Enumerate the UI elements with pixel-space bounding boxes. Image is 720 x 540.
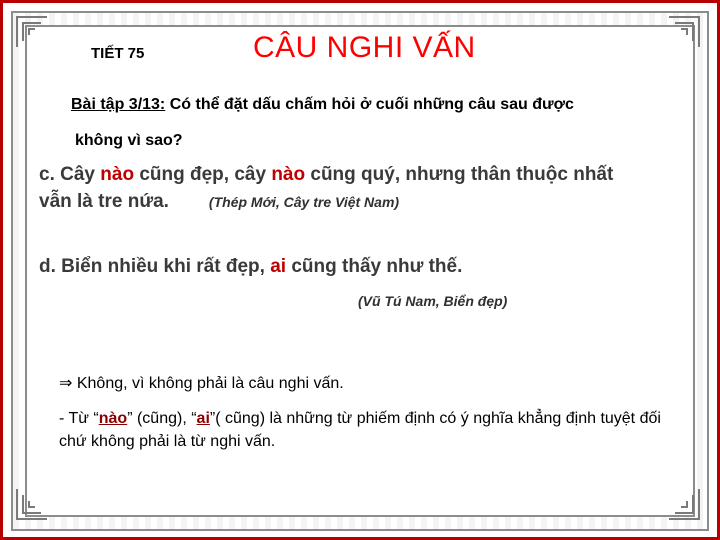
explanation-text: ”( cũng) là những từ phiếm định có ý nghĩa khẳng định tuyệt đối chứ không phải là từ nghi vấn. xyxy=(59,410,661,450)
sentence-d-text: d. Biển nhiều khi rất đẹp, xyxy=(39,256,271,277)
citation: (Thép Mới, Cây tre Việt Nam) xyxy=(208,194,400,210)
sentence-c-line-2 xyxy=(39,188,679,216)
answer-text: Không, vì không phải là câu nghi vấn. xyxy=(72,375,344,392)
underlined-word: nào xyxy=(98,410,128,427)
citation: (Vũ Tú Nam, Biển đẹp) xyxy=(358,293,508,309)
highlight-word: nào xyxy=(271,164,306,185)
lesson-number: TIẾT 75 xyxy=(91,45,145,62)
exercise-label: Bài tập 3/13: xyxy=(71,96,166,113)
exercise-question-1: Có thể đặt dấu chấm hỏi ở cuối những câu sau được xyxy=(165,96,574,113)
explanation-text: - Từ “ xyxy=(59,410,99,427)
sentence-c-text: c. Cây xyxy=(39,164,101,185)
corner-ornament-icon xyxy=(15,15,49,49)
highlight-word: nào xyxy=(100,164,135,185)
sentence-c-text: vẫn là tre nứa. xyxy=(39,191,169,212)
explanation xyxy=(59,407,679,453)
highlight-word: ai xyxy=(270,256,287,277)
corner-ornament-icon xyxy=(15,487,49,521)
sentence-c-text: cũng đẹp, cây xyxy=(134,164,272,185)
explanation-text: ” (cũng), “ xyxy=(127,410,197,427)
answer xyxy=(59,373,679,393)
sentence-c-text: cũng quý, nhưng thân thuộc nhất xyxy=(305,164,614,185)
implies-arrow-icon: ⇒ xyxy=(59,375,73,392)
exercise-line-1 xyxy=(71,87,671,123)
exercise-question-2: không vì sao? xyxy=(75,132,183,149)
sentence-d xyxy=(39,253,679,280)
corner-ornament-icon xyxy=(667,487,701,521)
exercise-prompt xyxy=(71,87,671,159)
underlined-word: ai xyxy=(196,410,210,427)
sentence-d-text: cũng thấy như thế. xyxy=(286,256,463,277)
page-title: CÂU NGHI VẤN xyxy=(253,31,476,64)
sentence-c-line-1 xyxy=(39,161,679,188)
sentence-c xyxy=(39,161,679,216)
corner-ornament-icon xyxy=(667,15,701,49)
